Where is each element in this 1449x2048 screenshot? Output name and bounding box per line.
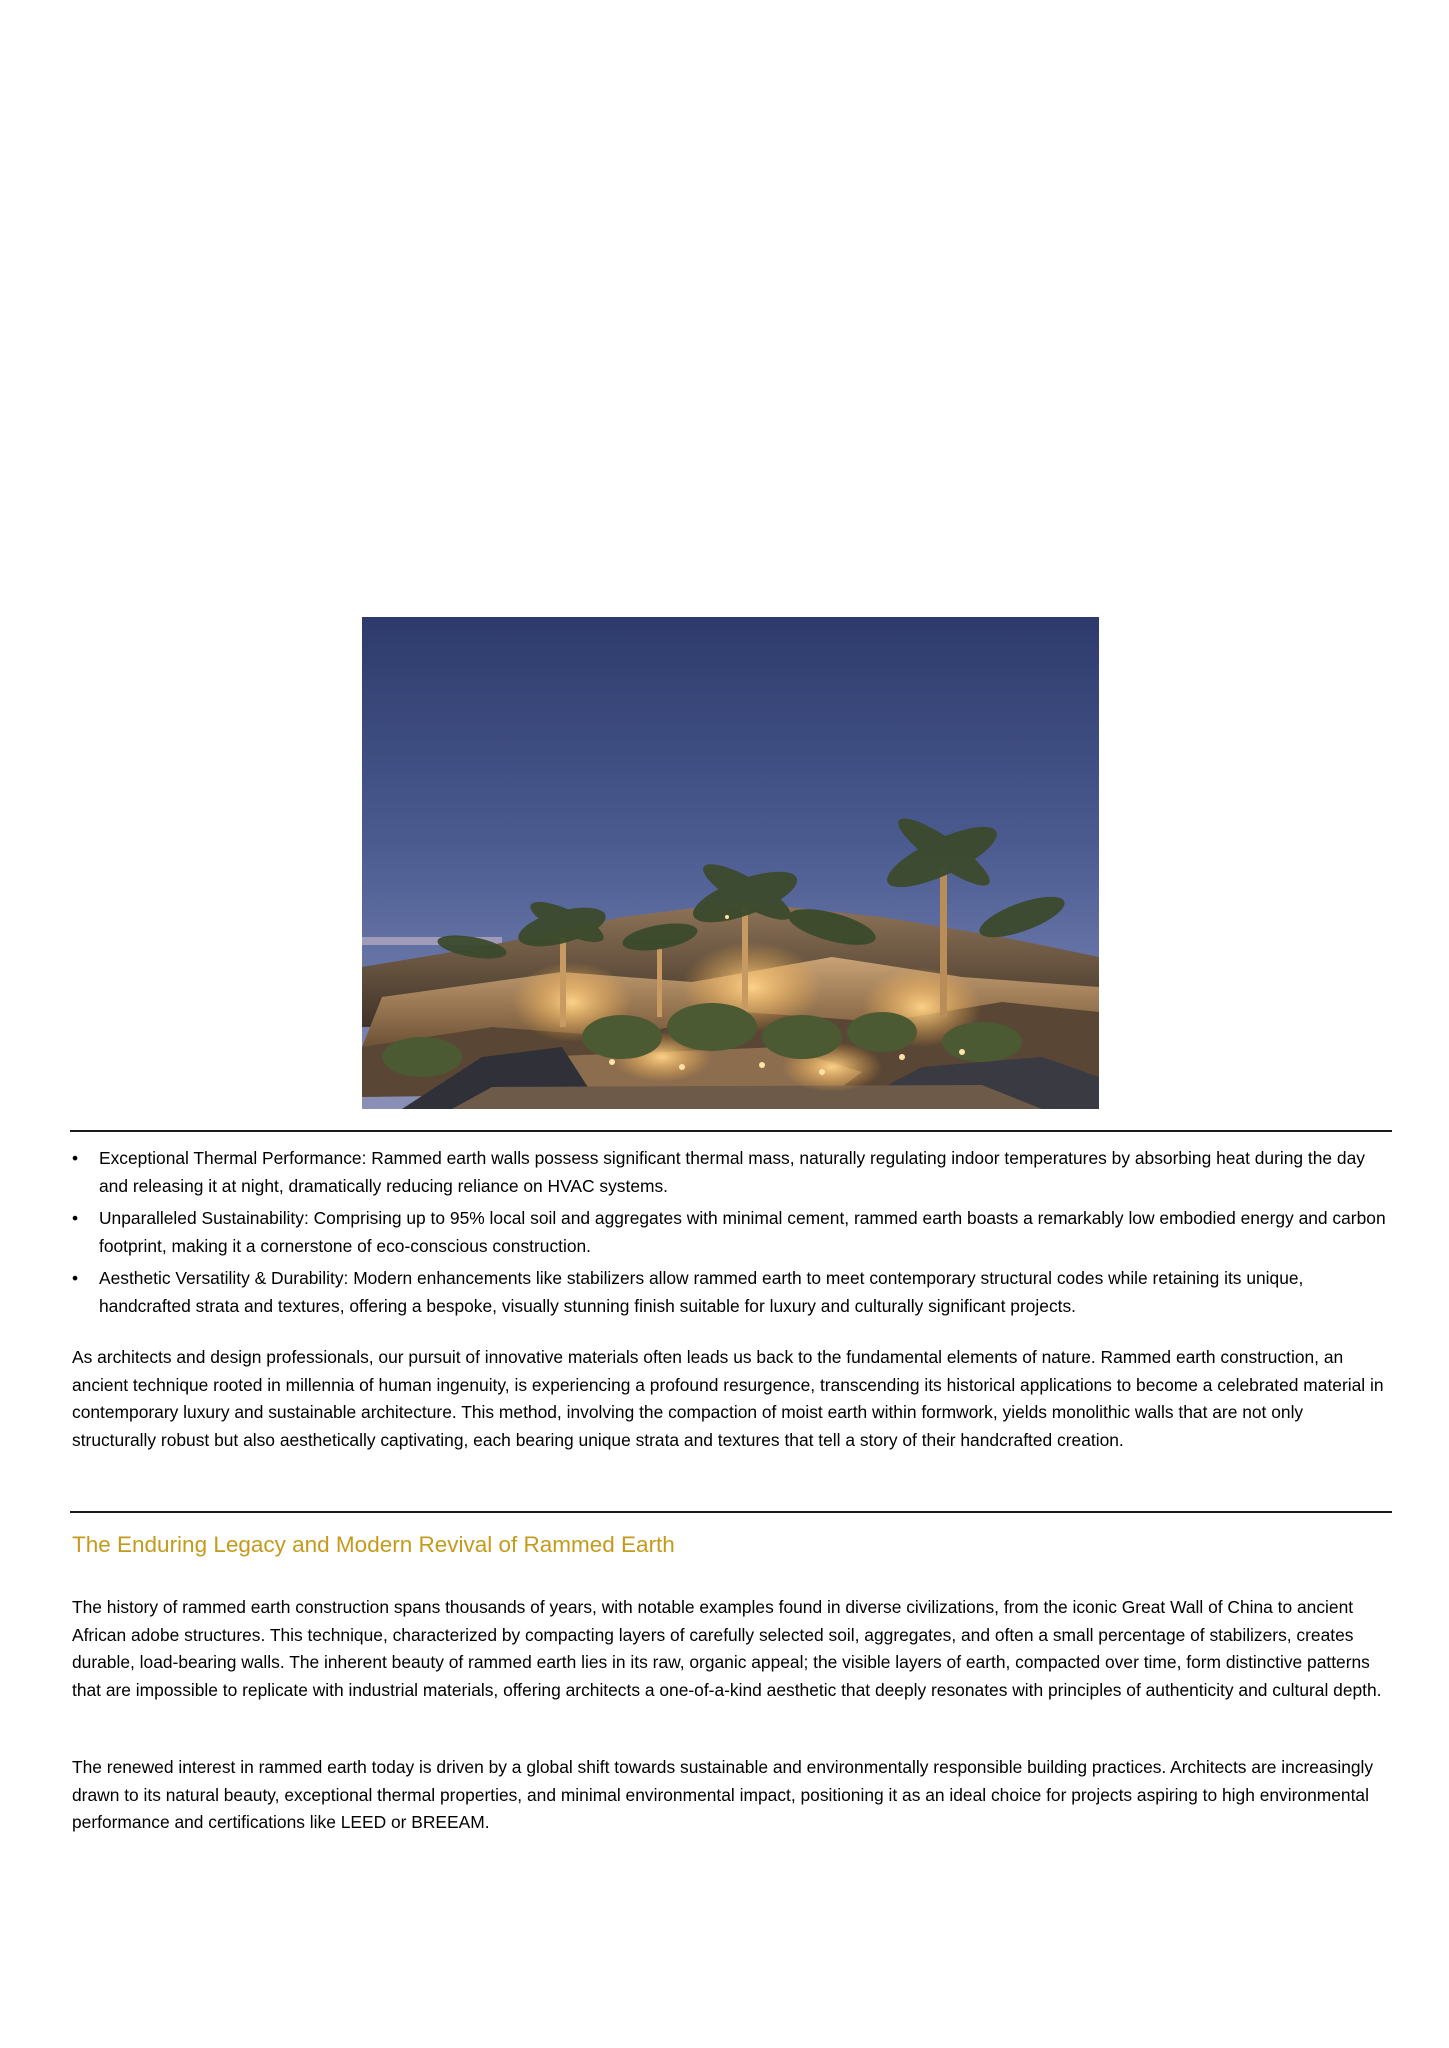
- bullet-marker: •: [72, 1208, 79, 1228]
- bullet-text: Aesthetic Versatility & Durability: Modern enhancements like stabilizers allow rammed earth to meet contemporary structural codes while retaining its unique, handcrafted strata and textures, offering a bespoke, visually stunning finish suitable for luxury and culturally significant projects.: [99, 1268, 1304, 1316]
- benefits-list: [70, 1145, 1392, 1325]
- intro-paragraph: As architects and design professionals, our pursuit of innovative materials often leads us back to the fundamental elements of nature. Rammed earth construction, an ancient technique rooted in millennia of human ingenuity, is experiencing a profound resurgence, transcending its historical applications to become a celebrated material in contemporary luxury and sustainable architecture. This method, involving the compaction of moist earth within formwork, yields monolithic walls that are not only structurally robust but also aesthetically captivating, each bearing unique strata and textures that tell a story of their handcrafted creation.: [72, 1347, 1384, 1450]
- section-heading: The Enduring Legacy and Modern Revival of Rammed Earth: [72, 1532, 675, 1557]
- list-item: [70, 1265, 1392, 1320]
- divider-section: [70, 1511, 1392, 1513]
- list-item: [70, 1205, 1392, 1260]
- bullet-marker: •: [72, 1268, 79, 1288]
- renewed-interest-paragraph: The renewed interest in rammed earth today is driven by a global shift towards sustainable and environmentally responsible building practices. Architects are increasingly drawn to its natural beauty, exceptional thermal properties, and minimal environmental impact, positioning it as an ideal choice for projects aspiring to high environmental performance and certifications like LEED or BREEAM.: [72, 1757, 1374, 1832]
- list-item: [70, 1145, 1392, 1200]
- bullet-marker: •: [72, 1148, 79, 1168]
- hero-photo: [362, 617, 1099, 1109]
- bullet-text: Unparalleled Sustainability: Comprising up to 95% local soil and aggregates with minimal cement, rammed earth boasts a remarkably low embodied energy and carbon footprint, making it a cornerstone of eco-conscious construction.: [99, 1208, 1386, 1256]
- history-paragraph: The history of rammed earth construction spans thousands of years, with notable examples found in diverse civilizations, from the iconic Great Wall of China to ancient African adobe structures. This technique, characterized by compacting layers of carefully selected soil, aggregates, and often a small percentage of stabilizers, creates durable, load-bearing walls. The inherent beauty of rammed earth lies in its raw, organic appeal; the visible layers of earth, compacted over time, form distinctive patterns that are impossible to replicate with industrial materials, offering architects a one-of-a-kind aesthetic that deeply resonates with principles of authenticity and cultural depth.: [72, 1597, 1382, 1700]
- divider-top: [70, 1130, 1392, 1132]
- rammed-earth-courtyard-image: [362, 617, 1099, 1109]
- bullet-text: Exceptional Thermal Performance: Rammed earth walls possess significant thermal mass, naturally regulating indoor temperatures by absorbing heat during the day and releasing it at night, dramatically reducing reliance on HVAC systems.: [99, 1148, 1365, 1196]
